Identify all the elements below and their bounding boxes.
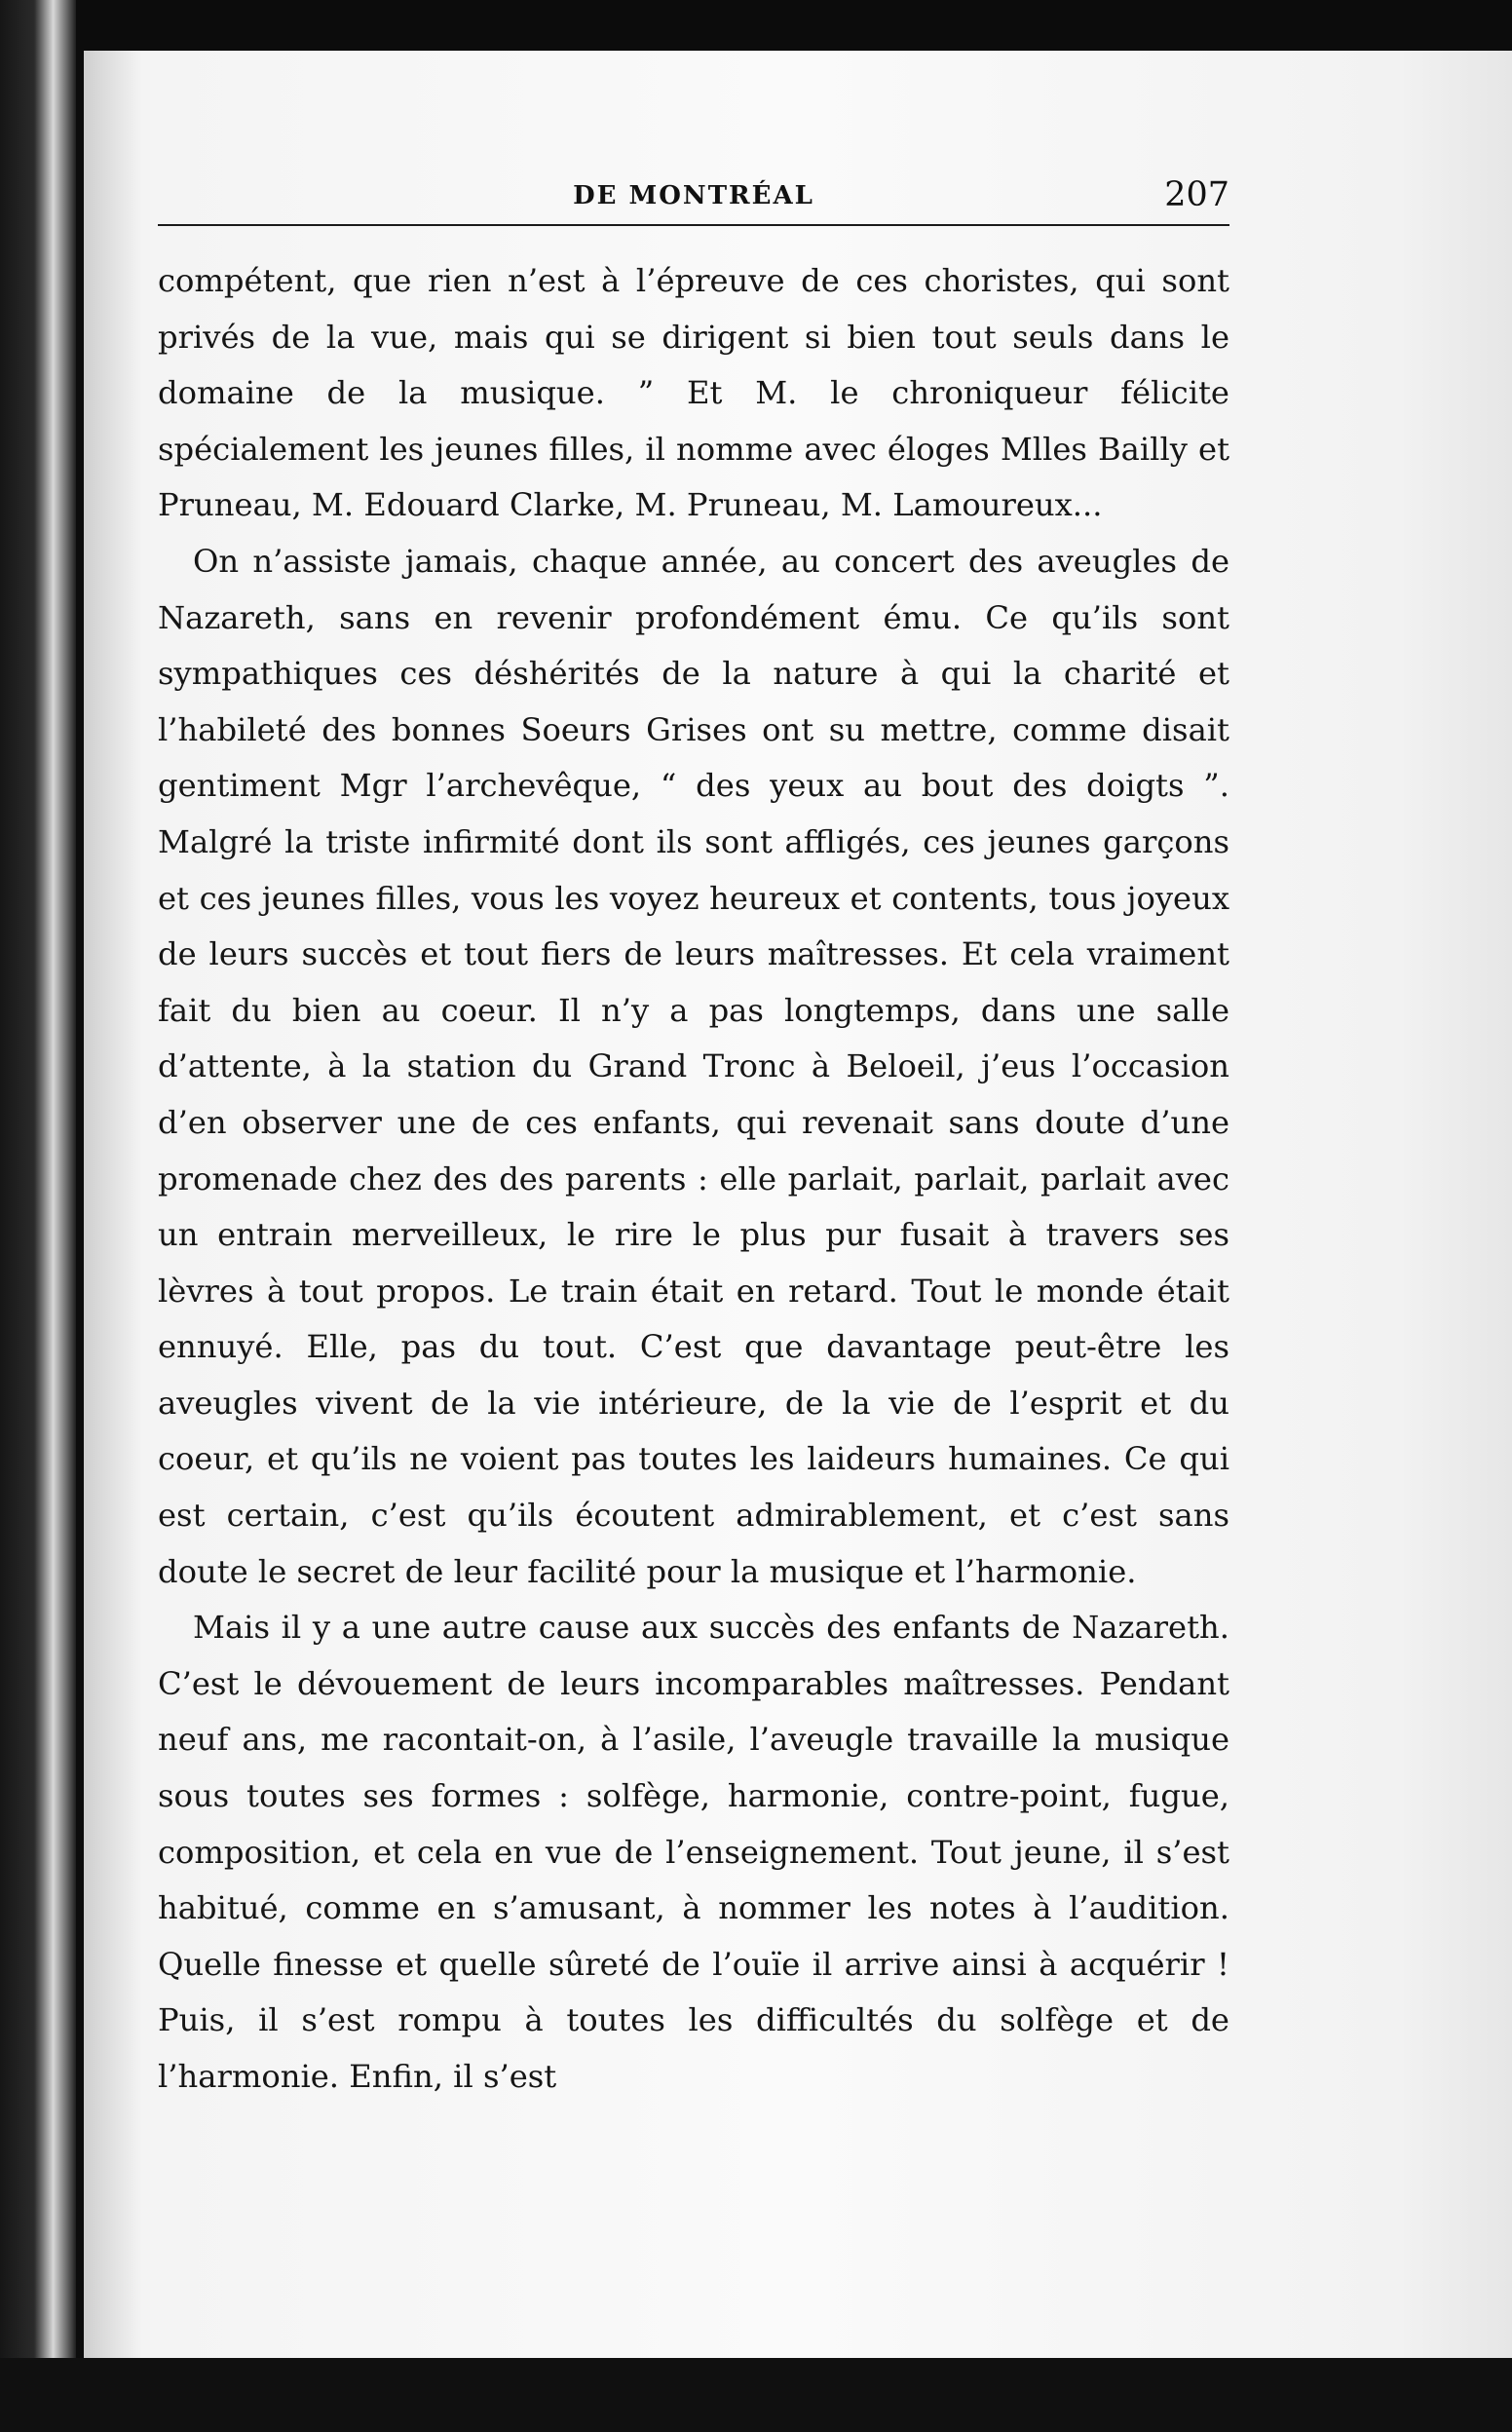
body-text bbox=[158, 253, 1229, 2106]
book-gutter-edge bbox=[0, 0, 76, 2432]
paragraph-continuation: compétent, que rien n’est à l’épreuve de ces choristes, qui sont privés de la vue, mais qui se dirigent si bien tout seuls dans le domaine de la musique. ” Et M. le chroniqueur félicite spécialement les jeunes filles, il nomme avec éloges Mlles Bailly et Pruneau, M. Edouard Clarke, M. Pruneau, M. Lamoureux... bbox=[158, 262, 1229, 524]
page-header bbox=[158, 175, 1229, 226]
paragraph-concert: On n’assiste jamais, chaque année, au concert des aveugles de Nazareth, sans en revenir profondément ému. Ce qu’ils sont sympathiques ces déshérités de la nature à qui la charité et l’habileté des bonnes Soeurs Grises ont su mettre, comme disait gentiment Mgr l’archevêque, “ des yeux au bout des doigts ”. Malgré la triste infirmité dont ils sont affligés, ces jeunes garçons et ces jeunes filles, vous les voyez heureux et contents, tous joyeux de leurs succès et tout fiers de leurs maîtresses. Et cela vraiment fait du bien au coeur. Il n’y a pas longtemps, dans une salle d’attente, à la station du Grand Tronc à Beloeil, j’eus l’occasion d’en observer une de ces enfants, qui revenait sans doute d’une promenade chez des des parents : elle parlait, parlait, parlait avec un entrain merveilleux, le rire le plus pur fusait à travers ses lèvres à tout propos. Le train était en retard. Tout le monde était ennuyé. Elle, pas du tout. C’est que davantage peut-être les aveugles vivent de la vie intérieure, de la vie de l’esprit et du coeur, et qu’ils ne voient pas toutes les laideurs humaines. Ce qui est certain, c’est qu’ils écoutent admirablement, et c’est sans doute le secret de leur facilité pour la musique et l’harmonie. bbox=[158, 542, 1229, 1590]
page-number: 207 bbox=[1164, 175, 1229, 214]
scan-bottom-border bbox=[0, 2358, 1512, 2432]
paragraph-teachers: Mais il y a une autre cause aux succès des enfants de Nazareth. C’est le dévouement de leurs incomparables maîtresses. Pendant neuf ans, me racontait-on, à l’asile, l’aveugle travaille la musique sous toutes ses formes : solfège, harmonie, contre-point, fugue, composition, et cela en vue de l’enseignement. Tout jeune, il s’est habitué, comme en s’amusant, à nommer les notes à l’audition. Quelle finesse et quelle sûreté de l’ouïe il arrive ainsi à acquérir ! Puis, il s’est rompu à toutes les difficultés du solfège et de l’harmonie. Enfin, il s’est bbox=[158, 1609, 1229, 2095]
running-title: DE MONTRÉAL bbox=[573, 181, 814, 210]
